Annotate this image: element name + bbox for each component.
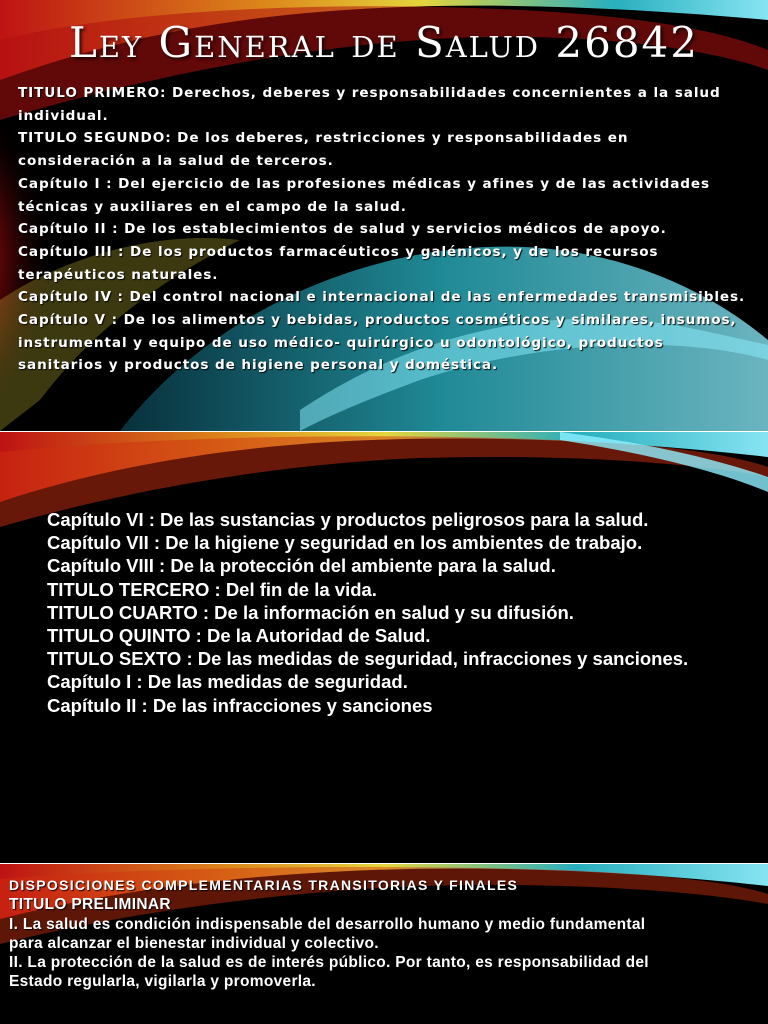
slide-2	[0, 432, 768, 863]
text-line: I. La salud es condición indispensable del desarrollo humano y medio fundamental	[9, 915, 646, 933]
text-line: TITULO PRIMERO: Derechos, deberes y responsabilidades concernientes a la salud individual.	[18, 85, 721, 124]
text-line: TITULO QUINTO : De la Autoridad de Salud.	[47, 625, 431, 647]
slide-3-body	[9, 876, 759, 992]
section-heading: DISPOSICIONES COMPLEMENTARIAS TRANSITORIAS Y FINALES	[9, 877, 519, 893]
text-line: TITULO SEGUNDO: De los deberes, restricciones y responsabilidades en consideración a la salud de terceros.	[18, 130, 629, 170]
text-line: II. La protección de la salud es de interés público. Por tanto, es responsabilidad del	[9, 954, 649, 972]
text-line: Capítulo IV : Del control nacional e internacional de las enfermedades transmisibles.	[18, 289, 746, 306]
text-line: para alcanzar el bienestar individual y colectivo.	[9, 934, 379, 952]
text-line: TITULO TERCERO : Del fin de la vida.	[47, 578, 377, 600]
slide-title: Ley General de Salud 26842	[68, 18, 699, 67]
text-line: Capítulo I : De las medidas de seguridad.	[47, 671, 408, 693]
slide-3	[0, 864, 768, 1024]
text-line: Capítulo II : De las infracciones y sanciones	[47, 694, 433, 716]
text-line: TITULO CUARTO : De la información en salud y su difusión.	[47, 601, 574, 623]
text-line: Capítulo I : Del ejercicio de las profesiones médicas y afines y de las actividades técnicas y auxiliares en el campo de la salud.	[18, 175, 711, 215]
slide-1-body	[18, 82, 748, 377]
text-line: Capítulo III : De los productos farmacéuticos y galénicos, y de los recursos terapéuticos naturales.	[18, 243, 659, 283]
text-line: TITULO PRELIMINAR	[9, 896, 171, 914]
text-line: Capítulo V : De los alimentos y bebidas, productos cosméticos y similares, insumos, instrumental y equipo de uso médico- quirúrgico u odontológico, productos sanitarios y productos de higiene personal y doméstica.	[18, 312, 737, 374]
text-line: TITULO SEXTO : De las medidas de seguridad, infracciones y sanciones.	[47, 648, 689, 670]
text-line: Capítulo II : De los establecimientos de salud y servicios médicos de apoyo.	[18, 221, 667, 238]
slide-2-body	[47, 508, 727, 717]
text-line: Capítulo VI : De las sustancias y productos peligrosos para la salud.	[47, 509, 649, 530]
text-line: Capítulo VII : De la higiene y seguridad en los ambientes de trabajo.	[47, 532, 643, 554]
text-line: Estado regularla, vigilarla y promoverla.	[9, 973, 316, 991]
slide-1	[0, 0, 768, 431]
text-line: Capítulo VIII : De la protección del ambiente para la salud.	[47, 555, 556, 577]
